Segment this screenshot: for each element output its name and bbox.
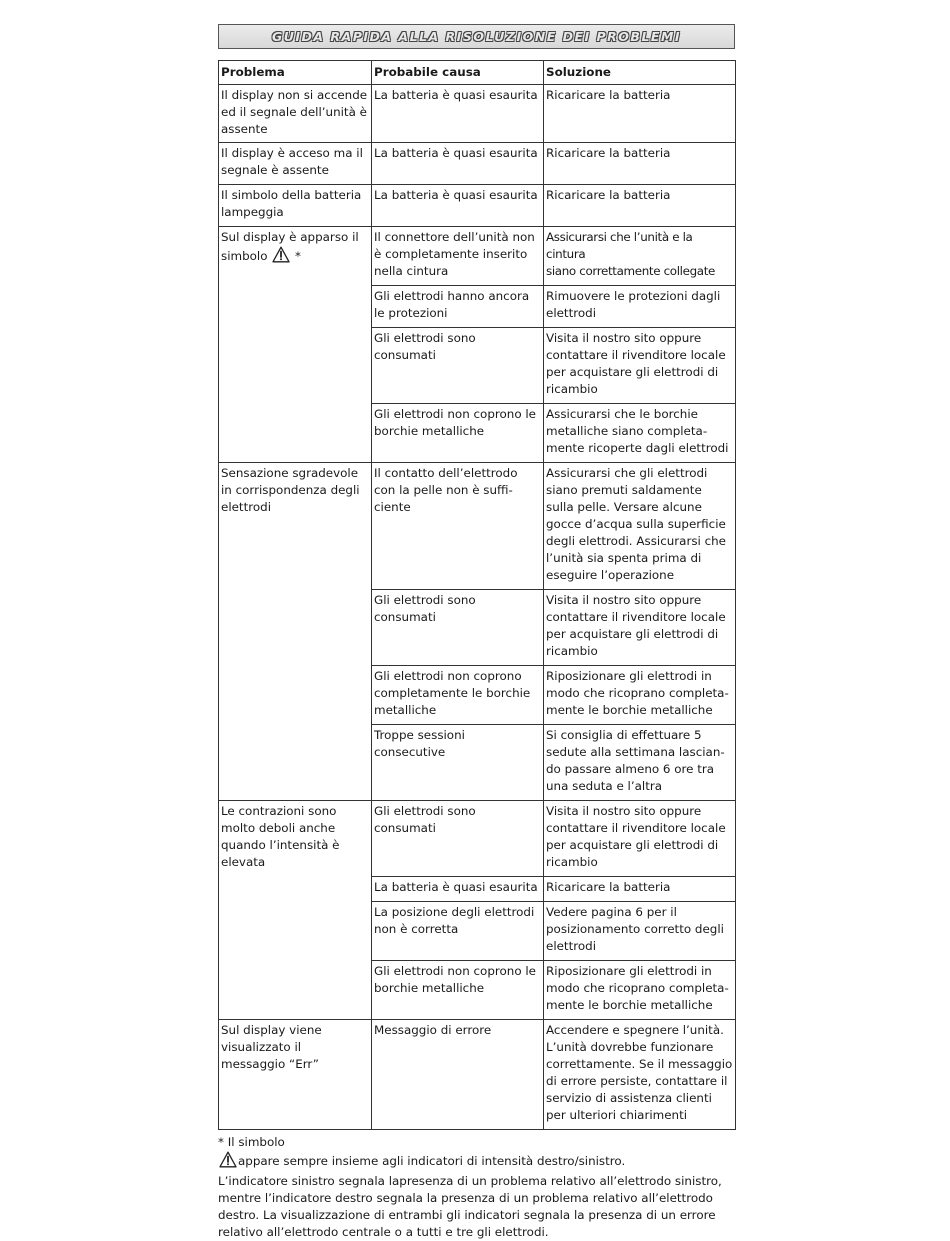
header-solution: Soluzione <box>544 61 736 85</box>
cause-cell: La batteria è quasi esaurita <box>372 143 544 185</box>
solution-cell: Assicurarsi che l’unità e la cintura siano correttamente collegate <box>544 227 736 286</box>
page-title: GUIDA RAPIDA ALLA RISOLUZIONE DEI PROBLEMI <box>218 24 735 49</box>
solution-cell: Visita il nostro sito oppure contattare il rivenditore locale per acquistare gli elettrodi di ricambio <box>544 590 736 666</box>
cause-cell: La batteria è quasi esaurita <box>372 85 544 143</box>
table-row <box>219 1020 736 1130</box>
cause-cell: Gli elettrodi hanno ancora le protezioni <box>372 286 544 328</box>
solution-cell: Vedere pagina 6 per il posizionamento corretto degli elettrodi <box>544 902 736 961</box>
solution-cell: Ricaricare la batteria <box>544 85 736 143</box>
table-row <box>219 227 736 286</box>
solution-cell: Visita il nostro sito oppure contattare il rivenditore locale per acquistare gli elettrodi di ricambio <box>544 801 736 877</box>
problem-cell: Le contrazioni sono molto deboli anche quando l’intensità è elevata <box>219 801 372 1020</box>
troubleshooting-table <box>218 60 736 1130</box>
problem-cell: Il simbolo della batteria lampeggia <box>219 185 372 227</box>
solution-cell: Riposizionare gli elettrodi in modo che ricoprano completa- mente le borchie metalliche <box>544 961 736 1020</box>
cause-cell: Il connettore dell’unità non è completamente inserito nella cintura <box>372 227 544 286</box>
cause-cell: Troppe sessioni consecutive <box>372 725 544 801</box>
table-row <box>219 185 736 227</box>
warning-triangle-icon <box>272 246 290 268</box>
solution-cell: Riposizionare gli elettrodi in modo che ricoprano completa- mente le borchie metalliche <box>544 666 736 725</box>
solution-cell: Rimuovere le protezioni dagli elettrodi <box>544 286 736 328</box>
table-row <box>219 463 736 590</box>
problem-cell: Sul display viene visualizzato il messaggio “Err” <box>219 1020 372 1130</box>
cause-cell: Messaggio di errore <box>372 1020 544 1130</box>
solution-cell: Ricaricare la batteria <box>544 877 736 902</box>
cause-cell: Il contatto dell’elettrodo con la pelle non è suffi- ciente <box>372 463 544 590</box>
problem-cell: Sensazione sgradevole in corrispondenza degli elettrodi <box>219 463 372 801</box>
header-problem: Problema <box>219 61 372 85</box>
solution-cell: Assicurarsi che gli elettrodi siano premuti saldamente sulla pelle. Versare alcune gocce d’acqua sulla superficie degli elettrodi. Assicurarsi che l’unità sia spenta prima di eseguire l’operazione <box>544 463 736 590</box>
table-row <box>219 801 736 877</box>
footnote-lead: * Il simbolo <box>218 1135 285 1149</box>
header-cause: Probabile causa <box>372 61 544 85</box>
footnote <box>218 1134 738 1241</box>
footnote-text: appare sempre insieme agli indicatori di intensità destro/sinistro. L’indicatore sinistro segnala lapresenza di un problema relativo all’elettrodo sinistro, mentre l’indicatore destro segnala la presenza di un problema relativo all’elettrodo destro. La visualizzazione di entrambi gli indicatori segnala la presenza di un errore relativo all’elettrodo centrale o a tutti e tre gli elettrodi. <box>218 1154 722 1239</box>
cause-cell: Gli elettrodi non coprono le borchie metalliche <box>372 404 544 463</box>
solution-cell: Accendere e spegnere l’unità. L’unità dovrebbe funzionare correttamente. Se il messaggio di errore persiste, contattare il servizio di assistenza clienti per ulteriori chiarimenti <box>544 1020 736 1130</box>
table-header-row <box>219 61 736 85</box>
cause-cell: La batteria è quasi esaurita <box>372 185 544 227</box>
solution-cell: Si consiglia di effettuare 5 sedute alla settimana lascian- do passare almeno 6 ore tra una seduta e l’altra <box>544 725 736 801</box>
problem-cell: Il display è acceso ma il segnale è assente <box>219 143 372 185</box>
cause-cell: Gli elettrodi non coprono completamente le borchie metalliche <box>372 666 544 725</box>
problem-cell <box>219 227 372 463</box>
footnote-marker: * <box>295 249 301 263</box>
solution-cell: Ricaricare la batteria <box>544 185 736 227</box>
cause-cell: La posizione degli elettrodi non è corretta <box>372 902 544 961</box>
problem-cell: Il display non si accende ed il segnale dell’unità è assente <box>219 85 372 143</box>
warning-triangle-icon <box>219 1151 237 1173</box>
table-row <box>219 85 736 143</box>
table-row <box>219 143 736 185</box>
cause-cell: Gli elettrodi sono consumati <box>372 328 544 404</box>
cause-cell: Gli elettrodi non coprono le borchie metalliche <box>372 961 544 1020</box>
problem-text: Sul display è apparso il simbolo <box>221 230 359 263</box>
cause-cell: Gli elettrodi sono consumati <box>372 801 544 877</box>
cause-cell: La batteria è quasi esaurita <box>372 877 544 902</box>
solution-cell: Assicurarsi che le borchie metalliche siano completa- mente ricoperte dagli elettrodi <box>544 404 736 463</box>
solution-cell: Visita il nostro sito oppure contattare il rivenditore locale per acquistare gli elettrodi di ricambio <box>544 328 736 404</box>
solution-cell: Ricaricare la batteria <box>544 143 736 185</box>
cause-cell: Gli elettrodi sono consumati <box>372 590 544 666</box>
